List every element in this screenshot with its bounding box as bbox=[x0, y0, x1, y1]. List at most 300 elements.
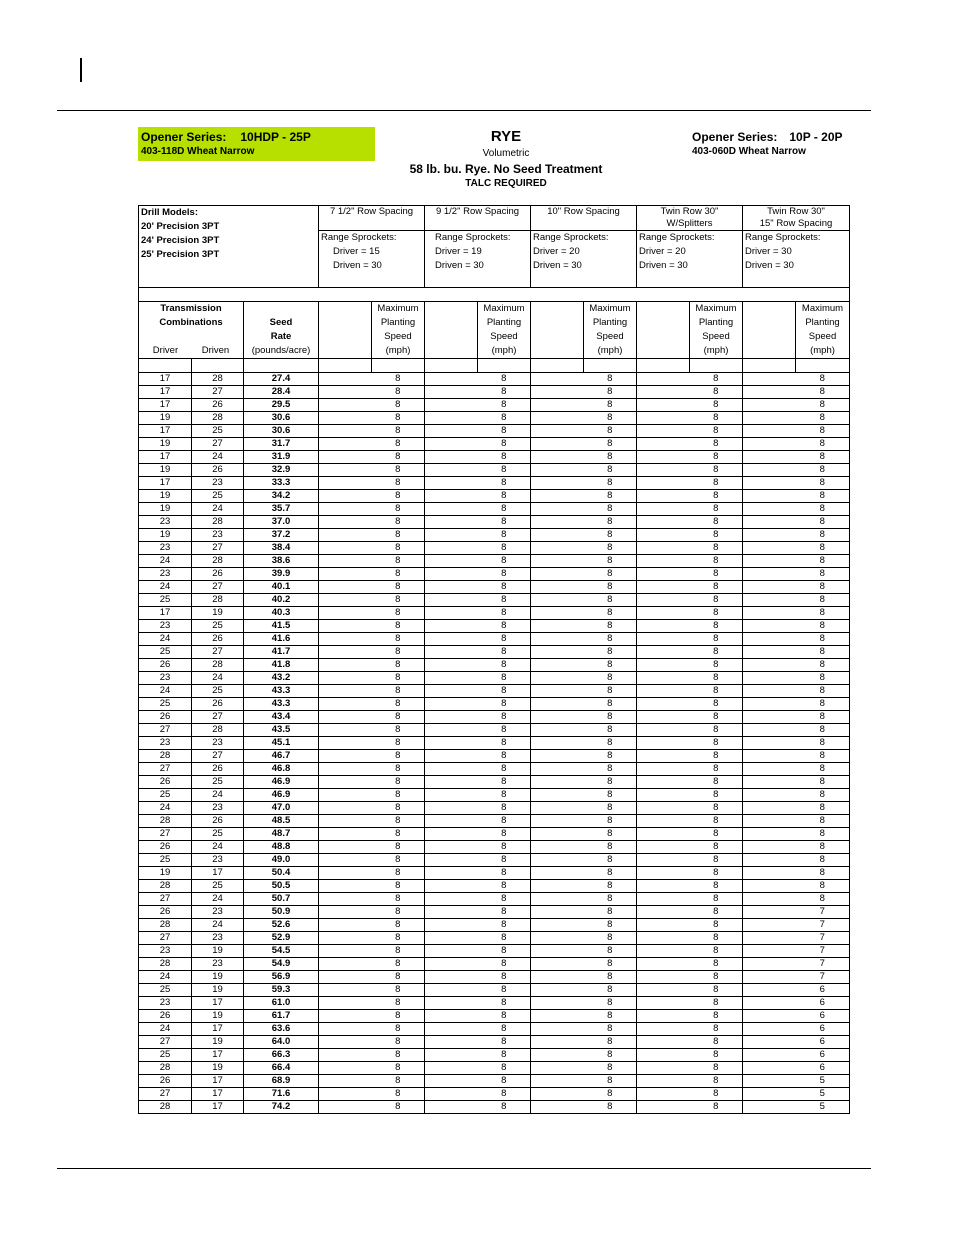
seed-rate-header: Seed Rate (pounds/acre) bbox=[244, 302, 319, 359]
driven-cell: 23 bbox=[192, 477, 244, 490]
max-speed-cell: 8 bbox=[584, 763, 637, 776]
max-speed-cell: 8 bbox=[690, 607, 743, 620]
driven-cell: 24 bbox=[192, 672, 244, 685]
max-speed-cell: 8 bbox=[690, 646, 743, 659]
blank-cell bbox=[425, 1101, 478, 1114]
table-row bbox=[139, 646, 850, 659]
table-row bbox=[139, 776, 850, 789]
max-speed-cell: 8 bbox=[584, 945, 637, 958]
blank-cell bbox=[425, 958, 478, 971]
blank-cell bbox=[425, 919, 478, 932]
max-speed-cell: 8 bbox=[372, 555, 425, 568]
table-row bbox=[139, 555, 850, 568]
blank-cell bbox=[637, 841, 690, 854]
blank-cell bbox=[743, 815, 796, 828]
seed-rate-cell: 50.7 bbox=[244, 893, 319, 906]
max-speed-cell: 8 bbox=[584, 1101, 637, 1114]
blank-cell bbox=[743, 919, 796, 932]
max-speed-cell: 8 bbox=[372, 633, 425, 646]
max-speed-cell: 8 bbox=[478, 750, 531, 763]
blank-cell bbox=[319, 1088, 372, 1101]
driver-cell: 19 bbox=[139, 464, 192, 477]
max-speed-cell: 8 bbox=[372, 386, 425, 399]
driver-cell: 25 bbox=[139, 984, 192, 997]
blank-cell bbox=[319, 529, 372, 542]
driven-cell: 27 bbox=[192, 581, 244, 594]
spacing-header: 7 1/2" Row Spacing bbox=[319, 206, 425, 231]
blank-cell bbox=[319, 906, 372, 919]
seed-rate-cell: 66.4 bbox=[244, 1062, 319, 1075]
blank-cell bbox=[319, 1049, 372, 1062]
max-speed-cell: 8 bbox=[584, 581, 637, 594]
max-speed-cell: 8 bbox=[372, 620, 425, 633]
blank-cell bbox=[531, 932, 584, 945]
driven-cell: 25 bbox=[192, 880, 244, 893]
blank-cell bbox=[637, 932, 690, 945]
blank-cell bbox=[637, 685, 690, 698]
crop-heading bbox=[390, 127, 622, 190]
table-row bbox=[139, 750, 850, 763]
max-speed-cell: 8 bbox=[690, 542, 743, 555]
max-speed-cell: 8 bbox=[478, 633, 531, 646]
max-speed-cell: 8 bbox=[372, 932, 425, 945]
driver-cell: 27 bbox=[139, 893, 192, 906]
blank-cell bbox=[637, 945, 690, 958]
max-speed-cell: 8 bbox=[372, 516, 425, 529]
max-speed-cell: 8 bbox=[372, 490, 425, 503]
max-speed-cell: 8 bbox=[690, 737, 743, 750]
table-row bbox=[139, 1075, 850, 1088]
blank-cell bbox=[425, 685, 478, 698]
blank-cell bbox=[425, 607, 478, 620]
max-speed-cell: 8 bbox=[584, 776, 637, 789]
max-speed-cell: 8 bbox=[584, 1010, 637, 1023]
blank-cell bbox=[531, 633, 584, 646]
driven-cell: 28 bbox=[192, 659, 244, 672]
max-speed-cell: 8 bbox=[584, 425, 637, 438]
blank-cell bbox=[319, 451, 372, 464]
blank-cell bbox=[319, 984, 372, 997]
driven-cell: 27 bbox=[192, 711, 244, 724]
max-speed-cell: 8 bbox=[478, 620, 531, 633]
driven-cell: 23 bbox=[192, 802, 244, 815]
driver-cell: 17 bbox=[139, 477, 192, 490]
blank-cell bbox=[743, 685, 796, 698]
max-speed-cell: 8 bbox=[584, 646, 637, 659]
max-speed-cell: 8 bbox=[478, 1036, 531, 1049]
max-speed-cell: 8 bbox=[372, 1036, 425, 1049]
blank-cell bbox=[637, 386, 690, 399]
blank-cell bbox=[637, 711, 690, 724]
driver-cell: 27 bbox=[139, 1088, 192, 1101]
max-speed-cell: 8 bbox=[478, 1049, 531, 1062]
blank-cell bbox=[531, 893, 584, 906]
blank-cell bbox=[319, 841, 372, 854]
max-speed-cell: 8 bbox=[796, 815, 850, 828]
blank-cell bbox=[425, 880, 478, 893]
driven-cell: 25 bbox=[192, 620, 244, 633]
blank-cell bbox=[743, 568, 796, 581]
range-sprockets: Range Sprockets: Driver = 20 Driven = 30 bbox=[637, 231, 743, 288]
max-speed-cell: 8 bbox=[372, 997, 425, 1010]
driven-cell: 24 bbox=[192, 451, 244, 464]
max-speed-cell: 8 bbox=[584, 503, 637, 516]
max-speed-cell: 8 bbox=[584, 516, 637, 529]
max-speed-cell: 5 bbox=[796, 1101, 850, 1114]
driven-cell: 26 bbox=[192, 763, 244, 776]
blank-cell bbox=[531, 594, 584, 607]
blank-cell bbox=[743, 854, 796, 867]
blank-cell bbox=[319, 828, 372, 841]
seed-rate-cell: 59.3 bbox=[244, 984, 319, 997]
max-speed-cell: 8 bbox=[796, 841, 850, 854]
driven-cell: 27 bbox=[192, 542, 244, 555]
blank-cell bbox=[637, 555, 690, 568]
seed-rate-cell: 48.7 bbox=[244, 828, 319, 841]
max-speed-cell: 8 bbox=[796, 672, 850, 685]
driven-cell: 17 bbox=[192, 1088, 244, 1101]
blank-cell bbox=[637, 1010, 690, 1023]
blank-cell bbox=[743, 958, 796, 971]
blank-cell bbox=[425, 1049, 478, 1062]
table-row bbox=[139, 477, 850, 490]
blank-cell bbox=[531, 1088, 584, 1101]
blank-cell bbox=[637, 854, 690, 867]
table-row bbox=[139, 1049, 850, 1062]
seed-rate-cell: 43.4 bbox=[244, 711, 319, 724]
opener-right-label: Opener Series: bbox=[692, 130, 778, 144]
spacing-header: Twin Row 30" 15" Row Spacing bbox=[743, 206, 850, 231]
driven-cell: 25 bbox=[192, 425, 244, 438]
max-speed-cell: 8 bbox=[478, 568, 531, 581]
max-speed-cell: 8 bbox=[372, 919, 425, 932]
seed-rate-cell: 50.9 bbox=[244, 906, 319, 919]
blank-cell bbox=[637, 828, 690, 841]
blank-cell bbox=[743, 1062, 796, 1075]
max-speed-cell: 8 bbox=[478, 1062, 531, 1075]
blank-cell bbox=[319, 958, 372, 971]
max-speed-cell: 8 bbox=[690, 503, 743, 516]
driven-cell: 24 bbox=[192, 789, 244, 802]
blank-cell bbox=[637, 633, 690, 646]
driven-cell: 27 bbox=[192, 386, 244, 399]
table-row bbox=[139, 984, 850, 997]
seed-rate-cell: 61.7 bbox=[244, 1010, 319, 1023]
table-row bbox=[139, 490, 850, 503]
driver-cell: 26 bbox=[139, 659, 192, 672]
max-speed-cell: 8 bbox=[690, 373, 743, 386]
blank-cell bbox=[319, 698, 372, 711]
blank-cell bbox=[637, 776, 690, 789]
blank-cell bbox=[531, 763, 584, 776]
seed-rate-cell: 41.6 bbox=[244, 633, 319, 646]
max-speed-cell: 8 bbox=[372, 724, 425, 737]
max-speed-cell: 8 bbox=[372, 984, 425, 997]
max-speed-cell: 8 bbox=[584, 958, 637, 971]
max-speed-cell: 8 bbox=[478, 672, 531, 685]
driver-cell: 27 bbox=[139, 724, 192, 737]
max-speed-cell: 8 bbox=[690, 659, 743, 672]
blank-cell bbox=[531, 1036, 584, 1049]
driver-cell: 25 bbox=[139, 1049, 192, 1062]
blank-cell bbox=[531, 880, 584, 893]
blank-cell bbox=[531, 997, 584, 1010]
max-speed-cell: 8 bbox=[478, 711, 531, 724]
blank-cell bbox=[319, 854, 372, 867]
driver-cell: 26 bbox=[139, 1010, 192, 1023]
blank-cell bbox=[743, 997, 796, 1010]
blank-cell bbox=[531, 1023, 584, 1036]
blank-cell bbox=[425, 1036, 478, 1049]
blank-cell bbox=[531, 724, 584, 737]
data-rows bbox=[139, 373, 850, 1114]
max-speed-cell: 8 bbox=[796, 711, 850, 724]
max-speed-cell: 8 bbox=[690, 1049, 743, 1062]
max-speed-cell: 8 bbox=[690, 490, 743, 503]
max-speed-cell: 8 bbox=[796, 880, 850, 893]
blank-cell bbox=[743, 724, 796, 737]
table-row bbox=[139, 1023, 850, 1036]
spacing-header: Twin Row 30" W/Splitters bbox=[637, 206, 743, 231]
max-speed-cell: 8 bbox=[584, 490, 637, 503]
blank-cell bbox=[425, 503, 478, 516]
max-speed-cell: 8 bbox=[584, 1036, 637, 1049]
blank-cell bbox=[319, 594, 372, 607]
blank-cell bbox=[425, 633, 478, 646]
table-row bbox=[139, 542, 850, 555]
table-row bbox=[139, 906, 850, 919]
blank-cell bbox=[425, 789, 478, 802]
blank-cell bbox=[743, 425, 796, 438]
blank-cell bbox=[425, 698, 478, 711]
blank-cell bbox=[531, 1062, 584, 1075]
max-speed-cell: 8 bbox=[478, 984, 531, 997]
blank-cell bbox=[743, 555, 796, 568]
blank-cell bbox=[319, 477, 372, 490]
table-row bbox=[139, 373, 850, 386]
driver-cell: 28 bbox=[139, 958, 192, 971]
blank-cell bbox=[425, 672, 478, 685]
max-speed-cell: 8 bbox=[478, 698, 531, 711]
blank-cell bbox=[531, 581, 584, 594]
blank-cell bbox=[319, 581, 372, 594]
max-speed-cell: 8 bbox=[372, 763, 425, 776]
blank-cell bbox=[637, 477, 690, 490]
blank-cell bbox=[425, 854, 478, 867]
blank-cell bbox=[531, 672, 584, 685]
max-speed-cell: 8 bbox=[690, 867, 743, 880]
max-speed-cell: 8 bbox=[796, 893, 850, 906]
table-row bbox=[139, 880, 850, 893]
max-speed-cell: 8 bbox=[478, 464, 531, 477]
blank-cell bbox=[743, 542, 796, 555]
table-row bbox=[139, 945, 850, 958]
blank-cell bbox=[637, 789, 690, 802]
blank-cell bbox=[531, 737, 584, 750]
blank-cell bbox=[425, 828, 478, 841]
blank-cell bbox=[743, 620, 796, 633]
blank-cell bbox=[425, 516, 478, 529]
blank-cell bbox=[319, 659, 372, 672]
max-speed-cell: 8 bbox=[478, 997, 531, 1010]
blank-cell bbox=[319, 412, 372, 425]
driven-cell: 28 bbox=[192, 412, 244, 425]
blank-cell bbox=[425, 750, 478, 763]
blank-cell bbox=[743, 841, 796, 854]
max-speed-cell: 8 bbox=[478, 1088, 531, 1101]
blank-cell bbox=[425, 776, 478, 789]
blank-cell bbox=[319, 646, 372, 659]
driven-cell: 17 bbox=[192, 1049, 244, 1062]
max-speed-cell: 8 bbox=[478, 516, 531, 529]
max-speed-cell: 8 bbox=[690, 854, 743, 867]
max-speed-cell: 8 bbox=[690, 672, 743, 685]
blank-cell bbox=[425, 906, 478, 919]
driven-cell: 26 bbox=[192, 633, 244, 646]
driven-cell: 27 bbox=[192, 438, 244, 451]
blank-cell bbox=[319, 711, 372, 724]
max-speed-cell: 8 bbox=[796, 737, 850, 750]
max-speed-cell: 8 bbox=[478, 880, 531, 893]
max-speed-cell: 8 bbox=[690, 1062, 743, 1075]
blank-cell bbox=[637, 438, 690, 451]
blank-cell bbox=[319, 997, 372, 1010]
max-speed-cell: 7 bbox=[796, 919, 850, 932]
max-speed-cell: 8 bbox=[372, 867, 425, 880]
max-speed-cell: 8 bbox=[478, 451, 531, 464]
opener-left-sub: 403-118D Wheat Narrow bbox=[141, 146, 255, 157]
max-speed-cell: 8 bbox=[584, 1088, 637, 1101]
table-row bbox=[139, 711, 850, 724]
blank-cell bbox=[319, 438, 372, 451]
max-speed-cell: 8 bbox=[372, 815, 425, 828]
table-row bbox=[139, 737, 850, 750]
max-speed-cell: 8 bbox=[690, 529, 743, 542]
max-speed-header: Maximum Planting Speed (mph) bbox=[372, 302, 425, 359]
max-speed-cell: 8 bbox=[478, 945, 531, 958]
blank-cell bbox=[425, 425, 478, 438]
blank-cell bbox=[743, 477, 796, 490]
max-speed-cell: 8 bbox=[796, 867, 850, 880]
transmission-header: Transmission Combinations Driver Driven bbox=[139, 302, 244, 359]
blank-cell bbox=[637, 698, 690, 711]
table-row bbox=[139, 841, 850, 854]
max-speed-cell: 8 bbox=[372, 828, 425, 841]
max-speed-cell: 8 bbox=[372, 607, 425, 620]
seed-rate-cell: 68.9 bbox=[244, 1075, 319, 1088]
blank-cell bbox=[531, 958, 584, 971]
driver-cell: 26 bbox=[139, 776, 192, 789]
blank-cell bbox=[531, 984, 584, 997]
blank-cell bbox=[319, 399, 372, 412]
driver-cell: 23 bbox=[139, 672, 192, 685]
blank-cell bbox=[743, 659, 796, 672]
blank-cell bbox=[531, 1075, 584, 1088]
blank-cell bbox=[531, 529, 584, 542]
seed-rate-cell: 29.5 bbox=[244, 399, 319, 412]
blank-cell bbox=[531, 685, 584, 698]
blank-cell bbox=[425, 1023, 478, 1036]
max-speed-cell: 8 bbox=[796, 529, 850, 542]
driver-cell: 28 bbox=[139, 880, 192, 893]
driver-cell: 27 bbox=[139, 828, 192, 841]
table-row bbox=[139, 1010, 850, 1023]
max-speed-cell: 8 bbox=[372, 1088, 425, 1101]
max-speed-cell: 8 bbox=[690, 1036, 743, 1049]
max-speed-cell: 8 bbox=[584, 880, 637, 893]
blank-cell bbox=[319, 1010, 372, 1023]
max-speed-cell: 8 bbox=[690, 1010, 743, 1023]
blank-cell bbox=[743, 438, 796, 451]
max-speed-cell: 6 bbox=[796, 997, 850, 1010]
max-speed-cell: 8 bbox=[372, 1023, 425, 1036]
blank-cell bbox=[531, 867, 584, 880]
max-speed-cell: 8 bbox=[796, 802, 850, 815]
max-speed-cell: 8 bbox=[690, 1101, 743, 1114]
driven-cell: 23 bbox=[192, 529, 244, 542]
driven-cell: 28 bbox=[192, 724, 244, 737]
max-speed-cell: 8 bbox=[584, 971, 637, 984]
driven-cell: 26 bbox=[192, 399, 244, 412]
max-speed-cell: 8 bbox=[584, 451, 637, 464]
blank-cell bbox=[531, 425, 584, 438]
crop-title: RYE bbox=[490, 128, 522, 145]
table-row bbox=[139, 815, 850, 828]
max-speed-cell: 8 bbox=[372, 750, 425, 763]
max-speed-cell: 8 bbox=[690, 555, 743, 568]
blank-cell bbox=[425, 984, 478, 997]
max-speed-cell: 8 bbox=[690, 1088, 743, 1101]
driven-cell: 26 bbox=[192, 464, 244, 477]
max-speed-cell: 8 bbox=[478, 919, 531, 932]
max-speed-cell: 5 bbox=[796, 1088, 850, 1101]
blank-cell bbox=[425, 867, 478, 880]
blank-cell bbox=[531, 828, 584, 841]
driver-cell: 28 bbox=[139, 1101, 192, 1114]
max-speed-cell: 8 bbox=[796, 854, 850, 867]
seed-rate-cell: 64.0 bbox=[244, 1036, 319, 1049]
max-speed-cell: 8 bbox=[796, 659, 850, 672]
max-speed-cell: 8 bbox=[372, 880, 425, 893]
blank-cell bbox=[743, 646, 796, 659]
drill-model-item: 25' Precision 3PT bbox=[141, 249, 220, 260]
seed-rate-cell: 56.9 bbox=[244, 971, 319, 984]
blank-cell bbox=[425, 997, 478, 1010]
max-speed-cell: 8 bbox=[478, 607, 531, 620]
blank-cell bbox=[637, 893, 690, 906]
seed-rate-cell: 46.9 bbox=[244, 776, 319, 789]
driver-cell: 17 bbox=[139, 425, 192, 438]
blank-cell bbox=[637, 750, 690, 763]
table-row bbox=[139, 1036, 850, 1049]
max-speed-cell: 8 bbox=[584, 867, 637, 880]
max-speed-cell: 8 bbox=[478, 659, 531, 672]
max-speed-cell: 8 bbox=[584, 659, 637, 672]
blank-cell bbox=[743, 672, 796, 685]
blank-cell bbox=[637, 1075, 690, 1088]
max-speed-cell: 8 bbox=[372, 1101, 425, 1114]
seed-rate-cell: 54.5 bbox=[244, 945, 319, 958]
blank-cell bbox=[743, 776, 796, 789]
table-row bbox=[139, 464, 850, 477]
max-speed-cell: 8 bbox=[478, 438, 531, 451]
blank-cell bbox=[425, 1088, 478, 1101]
max-speed-cell: 8 bbox=[478, 646, 531, 659]
driver-cell: 24 bbox=[139, 555, 192, 568]
blank-cell bbox=[425, 581, 478, 594]
blank-cell bbox=[425, 451, 478, 464]
top-rule bbox=[57, 110, 871, 111]
